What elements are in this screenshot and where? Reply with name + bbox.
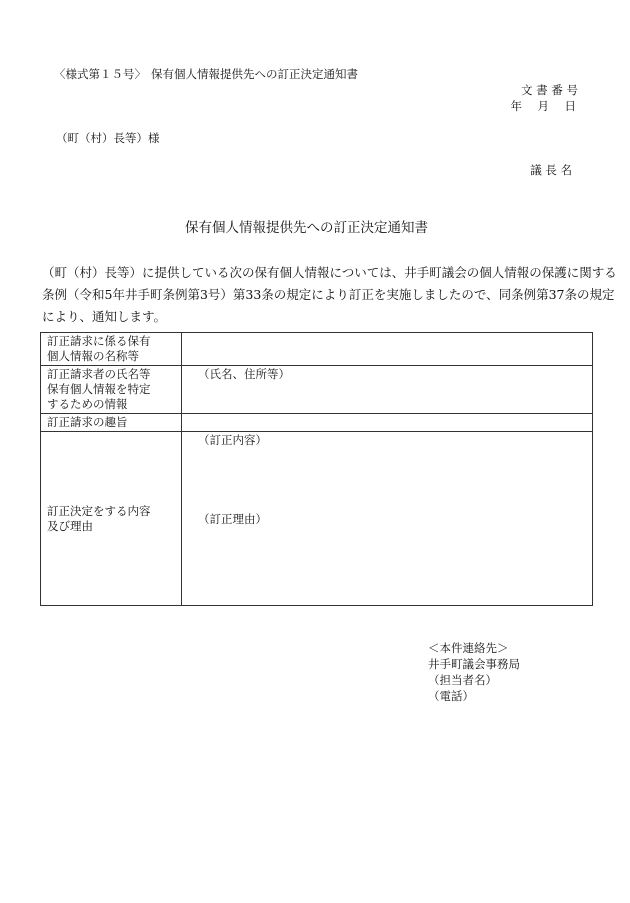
table-row [41, 333, 593, 366]
form-number: 〈様式第１５号〉 [54, 67, 146, 81]
body-line-1: （町（村）長等）に提供している次の保有個人情報については、井手町議会の個人情報の保護に関する [42, 265, 617, 280]
note-name-address: （氏名、住所等） [198, 367, 290, 381]
note-correction-content: （訂正内容） [198, 433, 267, 447]
table-row [41, 366, 593, 414]
recipient: （町（村）長等）様 [56, 131, 160, 145]
label-requested-info: 訂正請求に係る保有 個人情報の名称等 [41, 333, 182, 366]
body-line-3: により、通知します。 [42, 309, 167, 324]
body-line-2: 条例（令和5年井手町条例第3号）第33条の規定により訂正を実施しましたので、同条例第37条の規定 [42, 287, 615, 302]
label-request-purpose: 訂正請求の趣旨 [41, 414, 182, 432]
contact-heading: ＜本件連絡先＞ [428, 641, 509, 655]
contact-phone: （電話） [428, 689, 474, 703]
value-decision-content [182, 432, 593, 606]
correction-decision-table [40, 332, 593, 606]
document-number: 文 書 番 号 [521, 83, 578, 97]
table-row [41, 414, 593, 432]
label-decision-content: 訂正決定をする内容 及び理由 [41, 432, 182, 606]
page-title: 保有個人情報提供先への訂正決定通知書 [185, 220, 428, 236]
note-correction-reason: （訂正理由） [198, 512, 267, 526]
form-title-header: 保有個人情報提供先への訂正決定通知書 [151, 67, 358, 81]
contact-block [428, 640, 520, 704]
contact-person: （担当者名） [428, 673, 497, 687]
value-request-purpose [182, 414, 593, 432]
contact-office: 井手町議会事務局 [428, 657, 520, 671]
label-requester-info: 訂正請求者の氏名等 保有個人情報を特定 するための情報 [41, 366, 182, 414]
table-row [41, 432, 593, 606]
date-field: 年 月 日 [510, 99, 578, 113]
value-requested-info [182, 333, 593, 366]
value-requester-info [182, 366, 593, 414]
body-paragraph [42, 262, 617, 328]
sender-name: 議 長 名 [530, 163, 572, 177]
